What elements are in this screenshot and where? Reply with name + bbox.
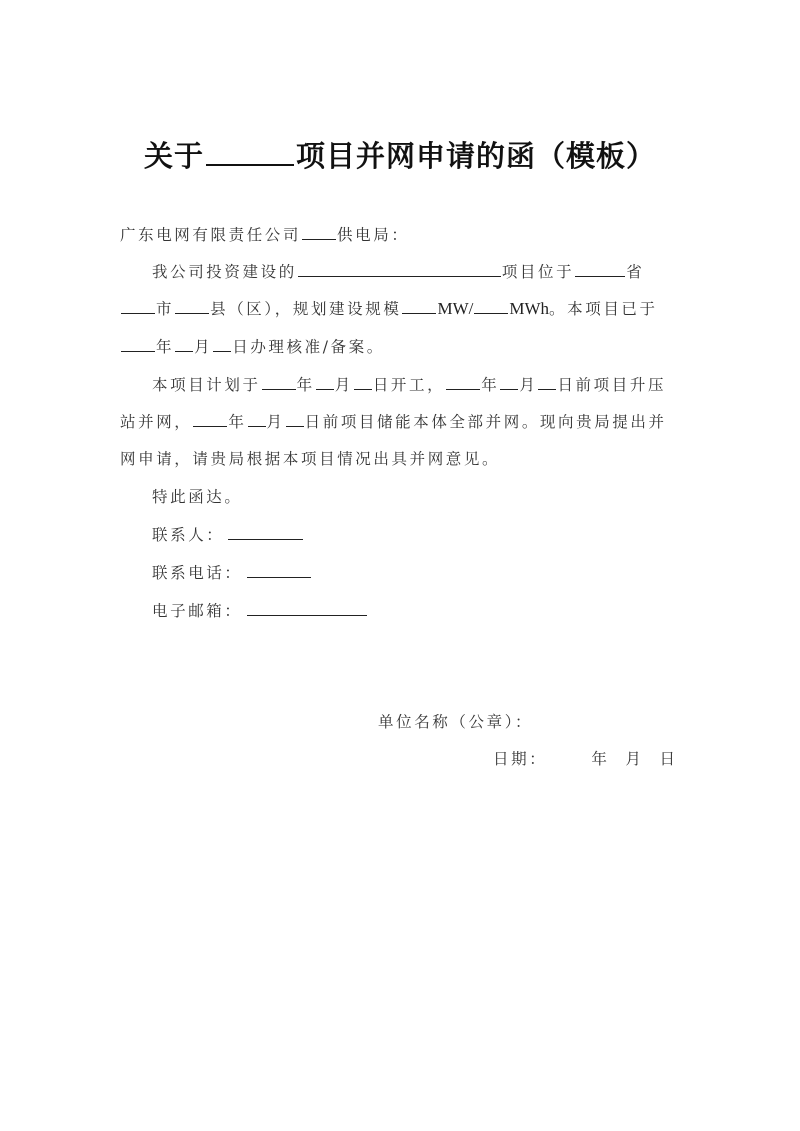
start-year-field[interactable]	[262, 372, 296, 390]
title-prefix: 关于	[143, 139, 204, 173]
date-year: 年	[591, 750, 610, 768]
text: 月	[266, 413, 285, 431]
paragraph1-line2	[120, 296, 680, 321]
substation-year-field[interactable]	[446, 372, 480, 390]
paragraph2-line1	[152, 372, 712, 397]
text: 项目位于	[501, 263, 575, 281]
text: 市	[156, 300, 175, 318]
paragraph2-line2	[120, 409, 680, 434]
text: 年	[296, 376, 315, 394]
approval-month-field[interactable]	[175, 334, 193, 352]
unit-name-row	[378, 710, 533, 734]
city-field[interactable]	[121, 296, 155, 314]
text: 日办理核准/备案。	[232, 338, 385, 356]
title-suffix: 项目并网申请的函（模板）	[296, 139, 657, 173]
text: 。本项目已于	[549, 300, 658, 318]
text: 县（区），规划建设规模	[210, 300, 402, 318]
unit-name-label: 单位名称（公章）：	[378, 713, 534, 731]
capacity-mwh-field[interactable]	[474, 296, 508, 314]
unit-mwh: MWh	[509, 299, 550, 318]
text: 月	[519, 376, 538, 394]
text: 网申请，请贵局根据本项目情况出具并网意见。	[120, 450, 501, 468]
text: 省	[626, 263, 645, 281]
start-day-field[interactable]	[354, 372, 372, 390]
project-name-field[interactable]	[298, 259, 501, 277]
storage-year-field[interactable]	[193, 409, 227, 427]
email-label: 电子邮箱：	[152, 602, 243, 620]
paragraph1-line3	[120, 334, 680, 359]
email-row	[152, 598, 712, 623]
salutation-prefix: 广东电网有限责任公司	[120, 226, 302, 244]
approval-year-field[interactable]	[121, 334, 155, 352]
project-name-blank[interactable]	[206, 136, 294, 166]
document-title	[0, 136, 800, 176]
contact-person-label: 联系人：	[152, 526, 225, 544]
approval-day-field[interactable]	[213, 334, 231, 352]
substation-day-field[interactable]	[538, 372, 556, 390]
contact-phone-label: 联系电话：	[152, 564, 243, 582]
paragraph2-line3	[120, 447, 680, 471]
text: 年	[228, 413, 247, 431]
text: 月	[194, 338, 213, 356]
text: 月	[334, 376, 353, 394]
capacity-mw-field[interactable]	[402, 296, 436, 314]
date-month: 月	[625, 750, 644, 768]
email-field[interactable]	[247, 598, 367, 616]
start-month-field[interactable]	[316, 372, 334, 390]
text: 我公司投资建设的	[152, 263, 297, 281]
contact-phone-field[interactable]	[247, 560, 311, 578]
contact-person-field[interactable]	[228, 522, 303, 540]
closing-text: 特此函达。	[152, 488, 243, 506]
county-field[interactable]	[175, 296, 209, 314]
date-row	[493, 747, 678, 771]
salutation-line	[120, 222, 680, 247]
contact-phone-row	[152, 560, 712, 585]
date-day: 日	[659, 750, 678, 768]
salutation-suffix: 供电局：	[337, 226, 410, 244]
substation-month-field[interactable]	[500, 372, 518, 390]
closing-line	[152, 485, 712, 509]
text: 年	[156, 338, 175, 356]
text: 本项目计划于	[152, 376, 261, 394]
contact-person-row	[152, 522, 712, 547]
date-label: 日期：	[493, 750, 548, 768]
text: 日前项目储能本体全部并网。现向贵局提出并	[304, 413, 667, 431]
text: 日前项目升压	[557, 376, 667, 394]
storage-day-field[interactable]	[286, 409, 304, 427]
province-field[interactable]	[575, 259, 625, 277]
text: 站并网，	[120, 413, 193, 431]
paragraph1-line1	[152, 259, 712, 284]
text: 日开工，	[372, 376, 446, 394]
text: 年	[481, 376, 500, 394]
bureau-name-blank[interactable]	[302, 222, 336, 240]
unit-mw: MW/	[437, 299, 474, 318]
storage-month-field[interactable]	[248, 409, 266, 427]
